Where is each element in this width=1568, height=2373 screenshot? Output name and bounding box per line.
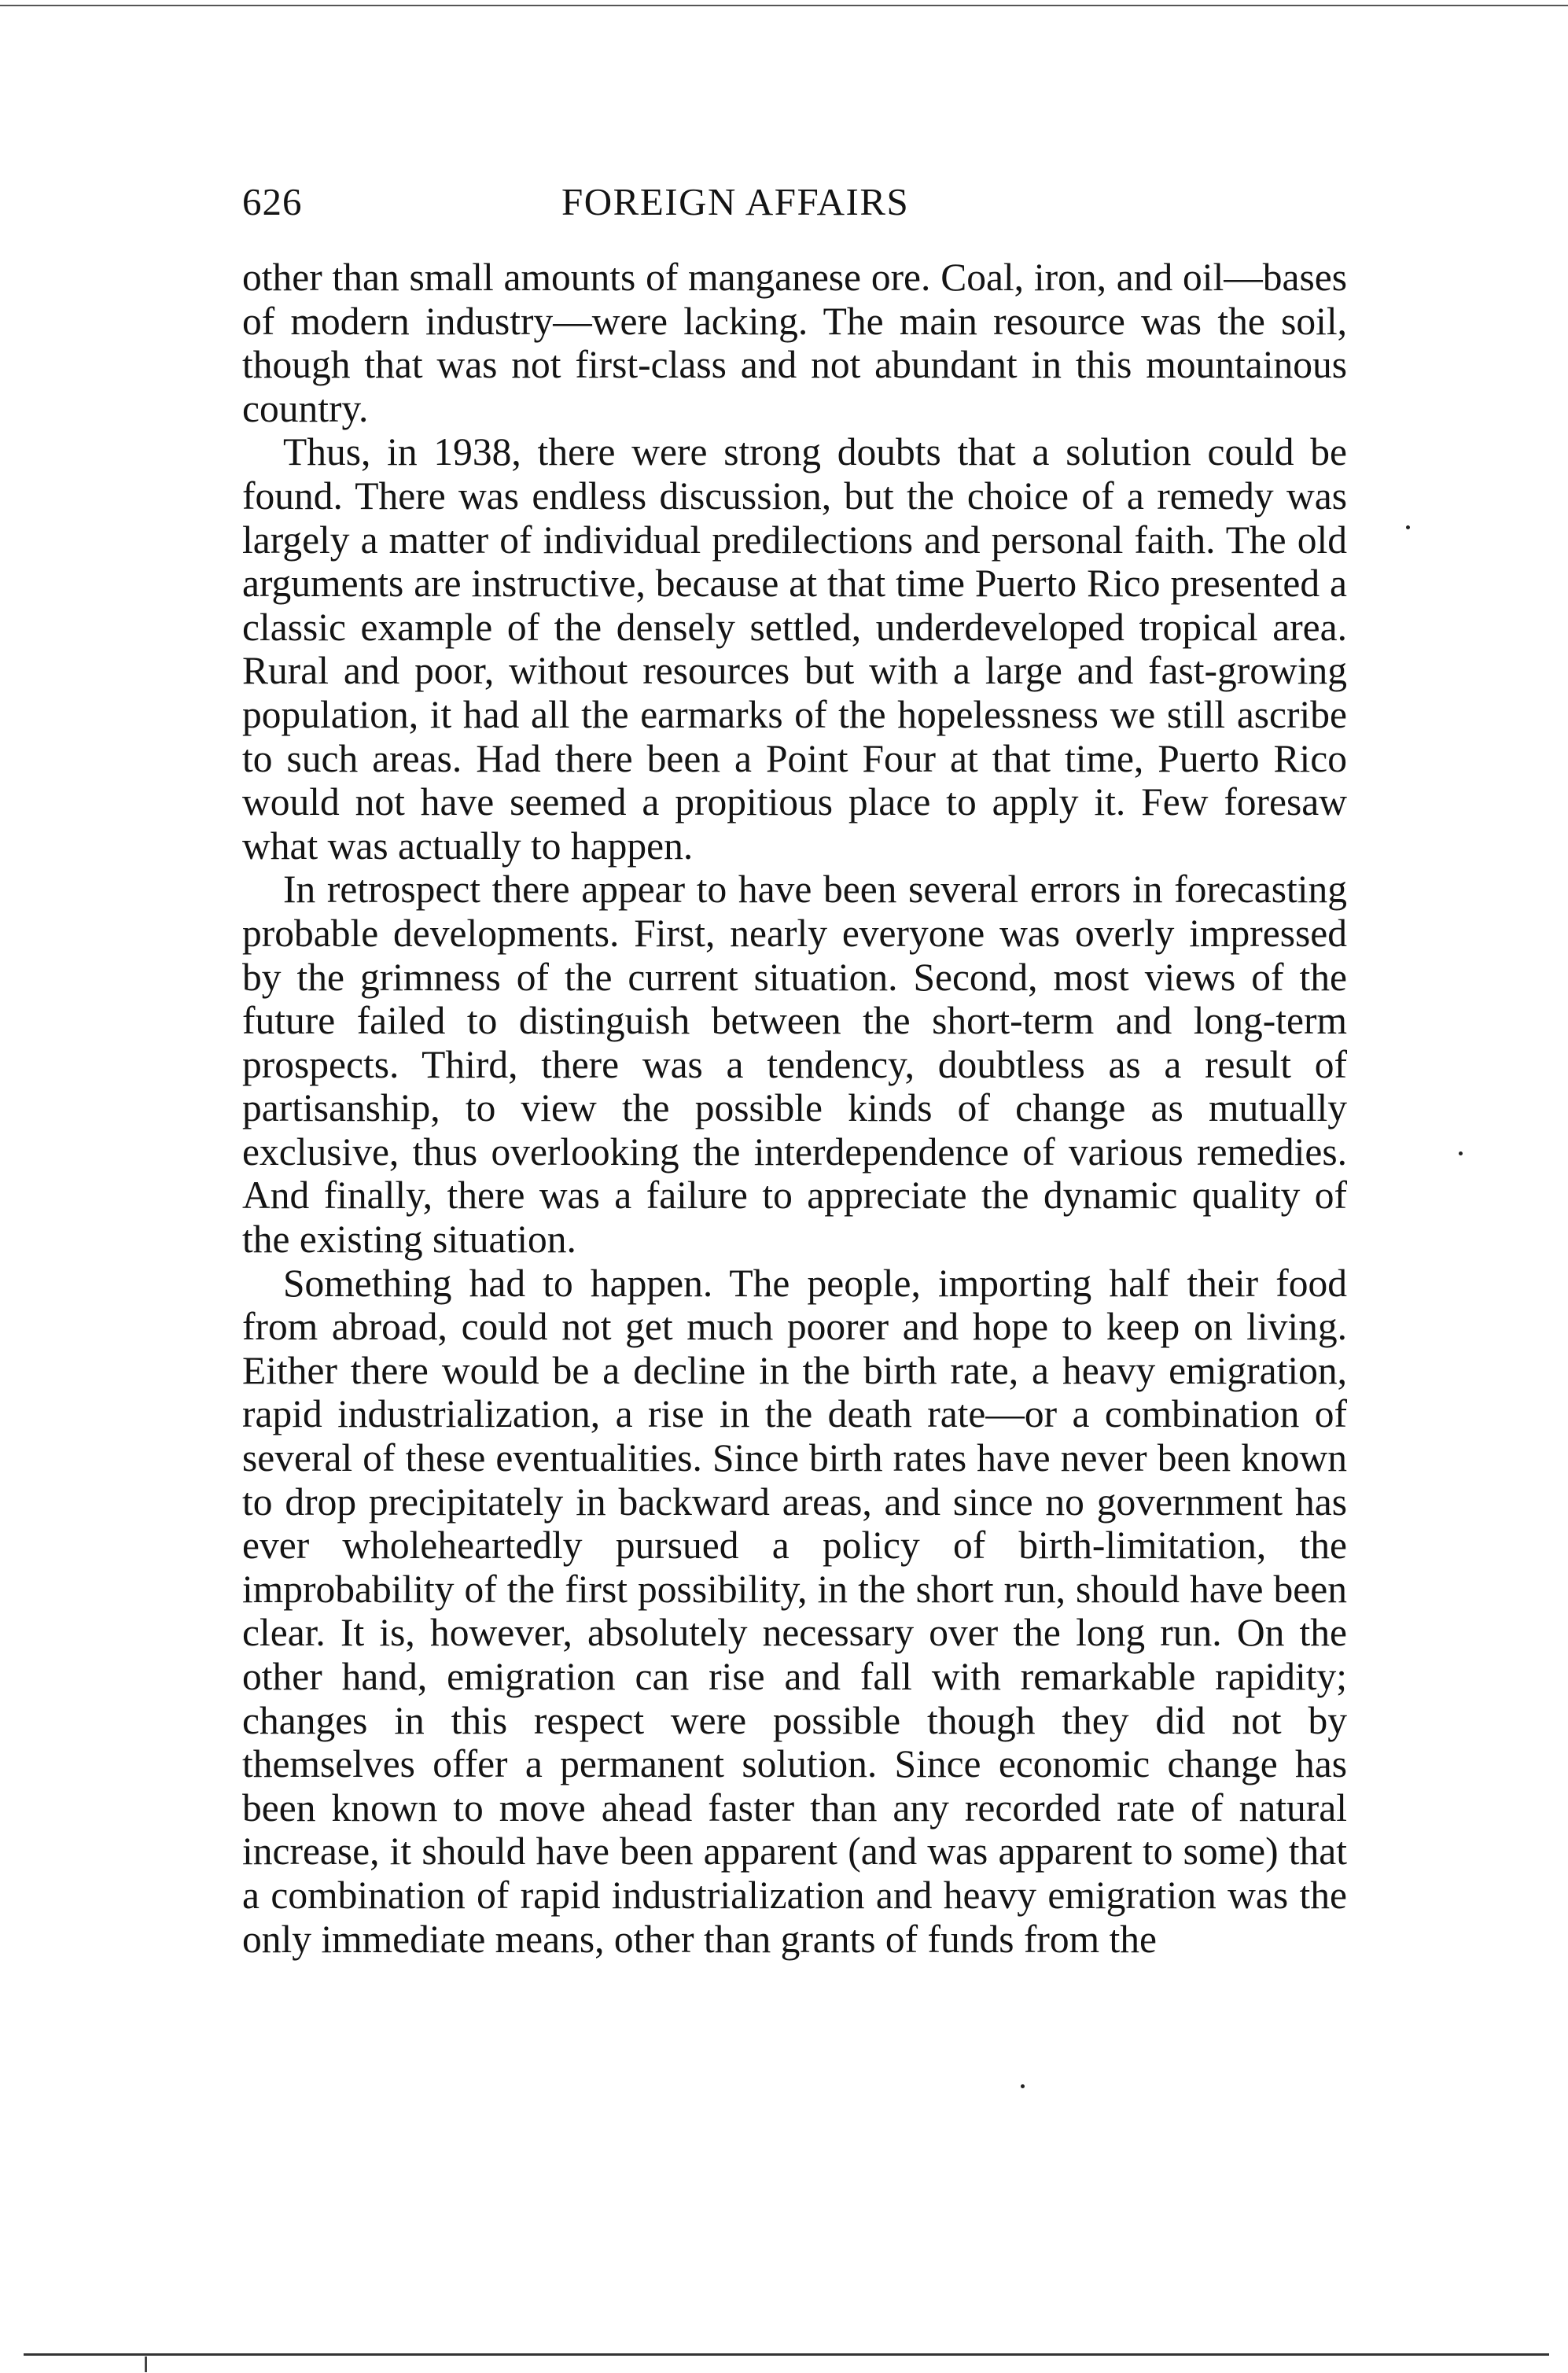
scan-speck (1406, 525, 1410, 529)
paragraph-2: Thus, in 1938, there were strong doubts that a solution could be found. There was endless discussion, but the choice of a remedy was largely a matter of individual predilections and personal faith. The old arguments are instructive, because at that time Puerto Rico presented a classic example of the densely settled, underdeveloped tropical area. Rural and poor, without resources but with a large and fast-growing population, it had all the earmarks of the hopelessness we still ascribe to such areas. Had there been a Point Four at that time, Puerto Rico would not have seemed a propitious place to apply it. Few foresaw what was actually to happen. (242, 430, 1347, 868)
scan-edge-bottom (24, 2353, 1549, 2356)
scan-edge-tick (145, 2356, 147, 2372)
paragraph-4: Something had to happen. The people, importing half their food from abroad, could not get much poorer and hope to keep on living. Either there would be a decline in the birth rate, a heavy emigration, rapid industrialization, a rise in the death rate—or a combination of several of these eventualities. Since birth rates have never been known to drop precipitately in backward areas, and since no government has ever wholeheartedly pursued a policy of birth-limitation, the improbability of the first possibility, in the short run, should have been clear. It is, however, absolutely necessary over the long run. On the other hand, emigration can rise and fall with remarkable rapidity; changes in this respect were possible though they did not by themselves offer a permanent solution. Since economic change has been known to move ahead faster than any recorded rate of natural increase, it should have been apparent (and was apparent to some) that a combination of rapid industrialization and heavy emigration was the only immediate means, other than grants of funds from the (242, 1261, 1347, 1961)
page-number: 626 (242, 180, 303, 223)
paragraph-1: other than small amounts of manganese ore. Coal, iron, and oil—bases of modern industry—were lacking. The main resource was the soil, though that was not first-class and not abundant in this mountainous country. (242, 256, 1347, 430)
page-header (242, 175, 1343, 230)
scan-speck (1021, 2084, 1025, 2088)
running-head: FOREIGN AFFAIRS (561, 180, 910, 223)
article-body (242, 256, 1347, 1961)
paragraph-3: In retrospect there appear to have been several errors in forecasting probable developments. First, nearly everyone was overly impressed by the grimness of the current situation. Second, most views of the future failed to distinguish between the short-term and long-term prospects. Third, there was a tendency, doubtless as a result of partisanship, to view the possible kinds of change as mutually exclusive, thus overlooking the interdependence of various remedies. And finally, there was a failure to appreciate the dynamic quality of the existing situation. (242, 868, 1347, 1262)
scan-speck (1459, 1151, 1463, 1155)
scan-edge-top (0, 5, 1568, 6)
